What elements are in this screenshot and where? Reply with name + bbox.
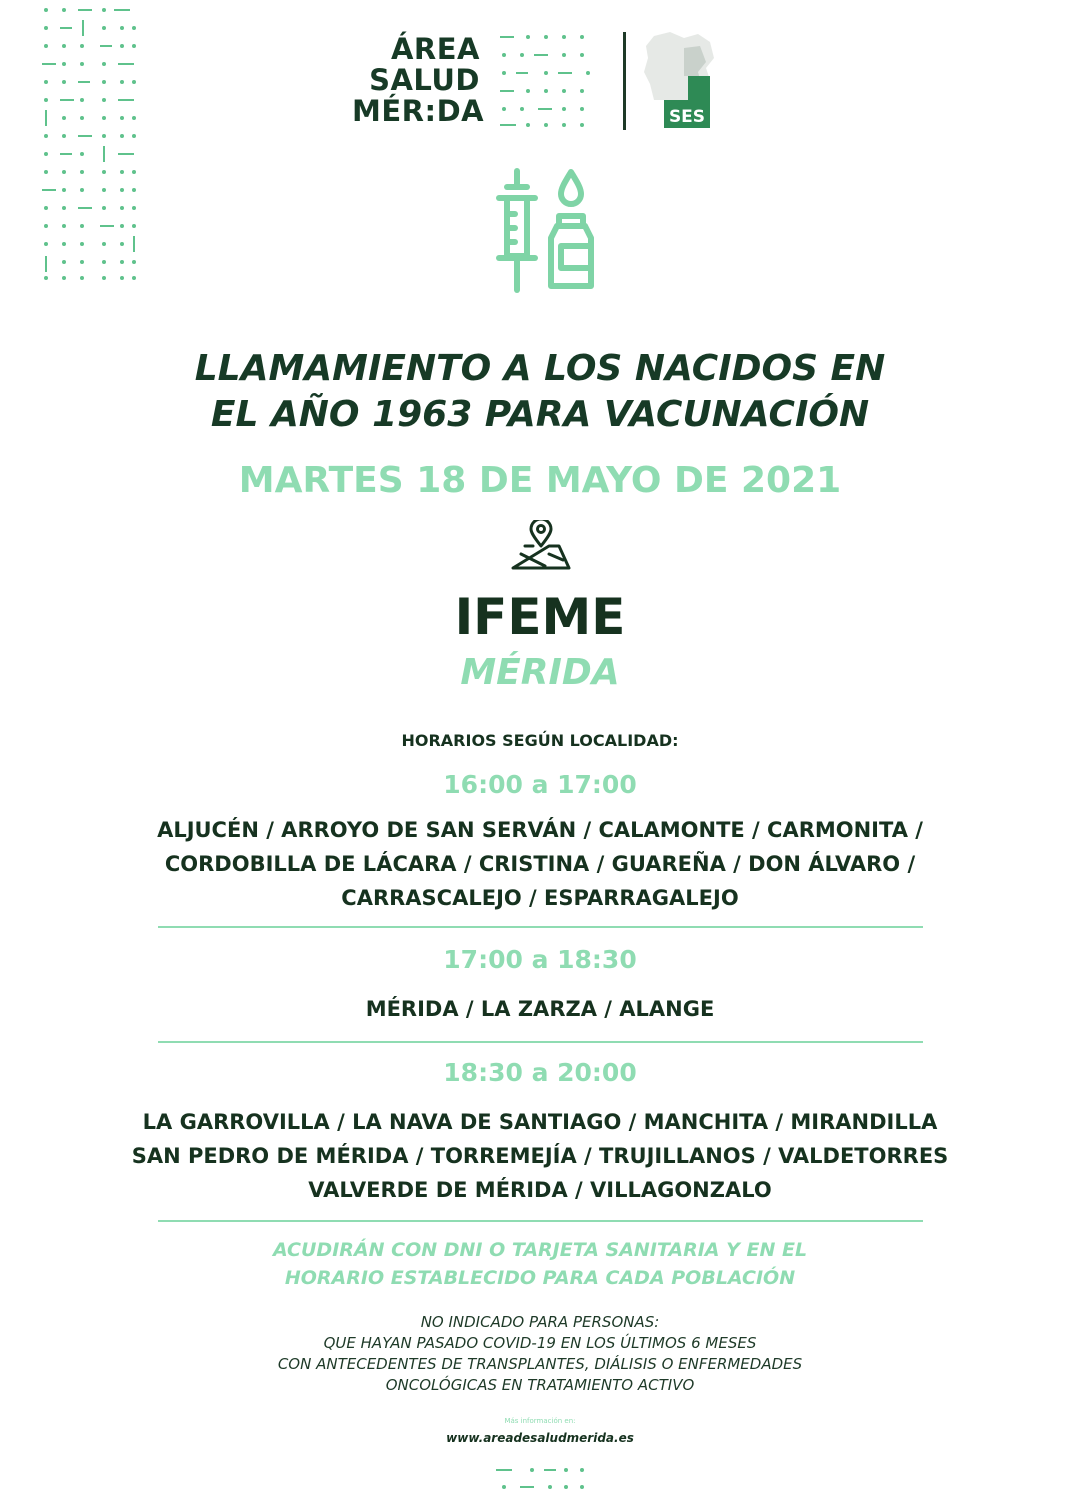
divider: [158, 926, 923, 928]
website-link[interactable]: www.areadesaludmerida.es: [446, 1431, 634, 1445]
towns-line: VALVERDE DE MÉRIDA / VILLAGONZALO: [308, 1178, 772, 1202]
logo-line: SALUD: [369, 63, 480, 97]
logo-dot-pattern: [498, 30, 598, 130]
towns-line: ALJUCÉN / ARROYO DE SAN SERVÁN / CALAMONTE / CARMONITA /: [157, 818, 923, 842]
requirements-notice: [60, 1236, 1020, 1292]
slot-time: 16:00 a 17:00: [443, 770, 637, 799]
venue-city: MÉRIDA: [460, 652, 620, 693]
slot-towns: [60, 992, 1020, 1026]
venue-name: IFEME: [454, 588, 626, 646]
map-pin-icon: [511, 520, 571, 572]
slot-towns: [60, 1105, 1020, 1207]
restriction-line: ONCOLÓGICAS EN TRATAMIENTO ACTIVO: [385, 1376, 695, 1394]
notice-line: HORARIO ESTABLECIDO PARA CADA POBLACIÓN: [284, 1267, 796, 1289]
logo-divider: [623, 32, 626, 130]
towns-line: CARRASCALEJO / ESPARRAGALEJO: [341, 886, 739, 910]
title-line: LLAMAMIENTO A LOS NACIDOS EN: [194, 348, 886, 389]
notice-line: ACUDIRÁN CON DNI O TARJETA SANITARIA Y EN EL: [272, 1239, 808, 1261]
restriction-line: NO INDICADO PARA PERSONAS:: [420, 1313, 660, 1331]
event-date: MARTES 18 DE MAYO DE 2021: [238, 460, 842, 501]
logo-line: ÁREA: [390, 32, 480, 66]
divider: [158, 1220, 923, 1222]
towns-line: LA GARROVILLA / LA NAVA DE SANTIAGO / MANCHITA / MIRANDILLA: [142, 1110, 938, 1134]
towns-line: SAN PEDRO DE MÉRIDA / TORREMEJÍA / TRUJILLANOS / VALDETORRES: [131, 1144, 949, 1168]
restriction-line: QUE HAYAN PASADO COVID-19 EN LOS ÚLTIMOS 6 MESES: [323, 1334, 757, 1352]
title-line: EL AÑO 1963 PARA VACUNACIÓN: [210, 394, 870, 435]
ses-extremadura-logo: [640, 28, 720, 132]
syringe-and-vial-icon: [493, 168, 597, 294]
more-info-label: Más información en:: [504, 1417, 576, 1425]
schedule-header: HORARIOS SEGÚN LOCALIDAD:: [401, 731, 679, 750]
restrictions-text: [60, 1312, 1020, 1396]
towns-line: CORDOBILLA DE LÁCARA / CRISTINA / GUAREÑA / DON ÁLVARO /: [164, 852, 916, 876]
decorative-dot-grid: [42, 4, 142, 284]
slot-time: 18:30 a 20:00: [443, 1058, 637, 1087]
page-title: [60, 346, 1020, 438]
ses-label: SES: [668, 107, 706, 127]
area-salud-merida-logo: [352, 32, 485, 128]
logo-line: MÉR:DA: [352, 94, 485, 128]
towns-line: MÉRIDA / LA ZARZA / ALANGE: [365, 997, 715, 1021]
divider: [158, 1041, 923, 1043]
slot-time: 17:00 a 18:30: [443, 945, 637, 974]
footer-dot-pattern: [496, 1465, 590, 1495]
restriction-line: CON ANTECEDENTES DE TRANSPLANTES, DIÁLISIS O ENFERMEDADES: [277, 1355, 803, 1373]
slot-towns: [60, 813, 1020, 915]
